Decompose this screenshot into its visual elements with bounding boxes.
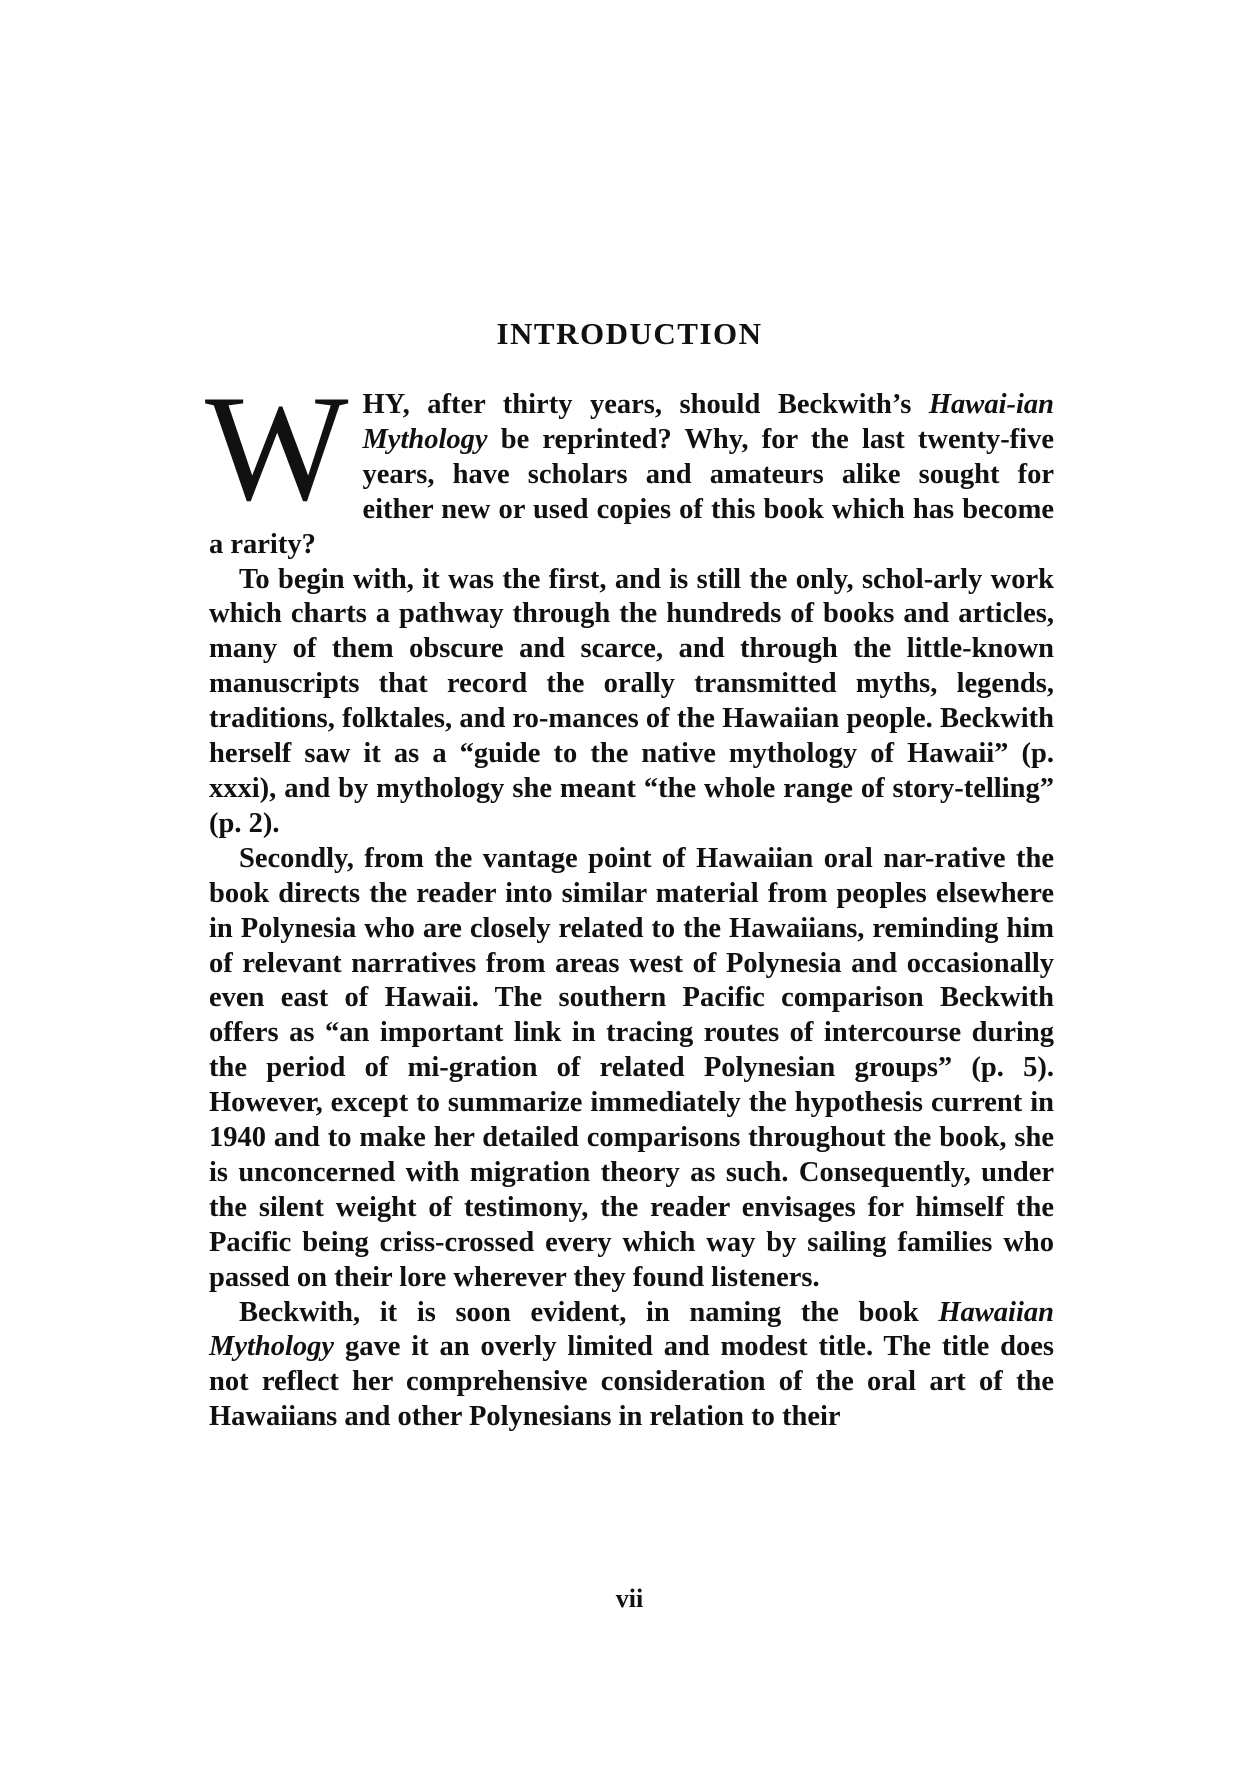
paragraph-4-text-b: gave it an overly limited and modest title. The title does not reflect her comprehensive consideration of the oral art of the Hawaiians and other Polynesians in relation to their	[209, 1331, 1054, 1433]
paragraph-1-text-a: HY, after thirty years, should Beckwith’s	[362, 389, 929, 420]
page-number: vii	[615, 1584, 644, 1613]
paragraph-4-text-a: Beckwith, it is soon evident, in naming the book	[239, 1296, 939, 1328]
book-title-italic: Hawai-ian Mythology	[362, 389, 1054, 455]
paragraph-4	[209, 1296, 1054, 1436]
drop-cap: W	[205, 364, 349, 532]
chapter-heading: INTRODUCTION	[496, 316, 763, 351]
book-title-italic: Hawaiian Mythology	[209, 1296, 1054, 1363]
paragraph-1	[205, 364, 1054, 563]
paragraph-2: To begin with, it was the first, and is still the only, schol-arly work which charts a pathway through the hundreds of books and articles, many of them obscure and scarce, and through the little-known manuscripts that record the orally transmitted myths, legends, traditions, folktales, and ro-mances of the Hawaiian people. Beckwith herself saw it as a “guide to the native mythology of Hawaii” (p. xxxi), and by mythology she meant “the whole range of story-telling” (p. 2).	[209, 563, 1054, 839]
paragraph-3: Secondly, from the vantage point of Hawaiian oral nar-rative the book directs the reader into similar material from peoples elsewhere in Polynesia who are closely related to the Hawaiians, reminding him of relevant narratives from areas west of Polynesia and occasionally even east of Hawaii. The southern Pacific comparison Beckwith offers as “an important link in tracing routes of intercourse during the period of mi-gration of related Polynesian groups” (p. 5). However, except to summarize immediately the hypothesis current in 1940 and to make her detailed comparisons throughout the book, she is unconcerned with migration theory as such. Consequently, under the silent weight of testimony, the reader envisages for himself the Pacific being criss-crossed every which way by sailing families who passed on their lore wherever they found listeners.	[209, 842, 1054, 1293]
paragraph-1-text-b: be reprinted? Why, for the last twenty-five years, have scholars and amateurs alike sought for either new or used copies of this book which has become a rarity?	[209, 423, 1054, 560]
body-text	[205, 364, 1054, 1435]
